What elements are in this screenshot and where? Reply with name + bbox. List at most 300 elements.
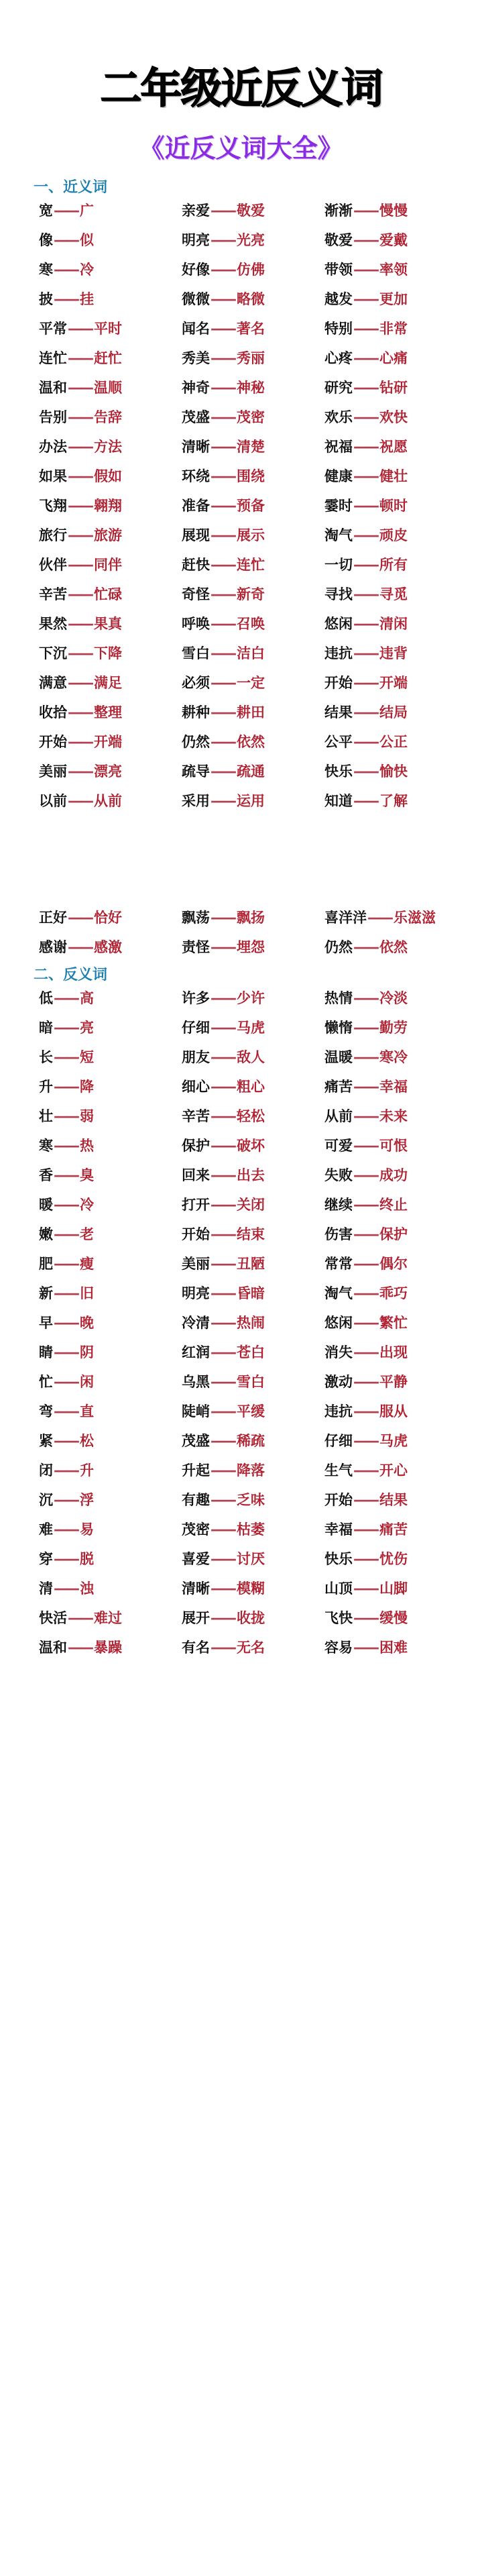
word-first: 香	[39, 1167, 53, 1183]
word-second: 顽皮	[379, 527, 408, 543]
dash-separator: ——	[210, 1462, 235, 1479]
word-pair	[182, 1456, 324, 1485]
dash-separator: ——	[353, 990, 377, 1006]
word-first: 采用	[182, 793, 210, 809]
word-first: 暖	[39, 1197, 53, 1213]
dash-separator: ——	[54, 1551, 78, 1567]
word-pair	[182, 727, 324, 757]
word-pair	[39, 1367, 182, 1397]
word-second: 爱戴	[379, 232, 408, 248]
dash-separator: ——	[54, 1344, 78, 1360]
dash-separator: ——	[353, 1433, 377, 1449]
word-first: 仍然	[324, 939, 353, 955]
word-second: 短	[80, 1049, 94, 1065]
dash-separator: ——	[210, 439, 235, 455]
word-second: 保护	[379, 1226, 408, 1242]
word-pair	[182, 1544, 324, 1574]
dash-separator: ——	[353, 1521, 377, 1538]
word-pair-row	[39, 698, 468, 727]
word-pair	[324, 402, 467, 432]
word-first: 知道	[324, 793, 353, 809]
word-first: 飞翔	[39, 498, 67, 514]
word-pair-row	[39, 1456, 468, 1485]
word-first: 敬爱	[324, 232, 353, 248]
dash-separator: ——	[353, 1079, 377, 1095]
word-second: 一定	[237, 675, 265, 691]
word-pair	[324, 432, 467, 462]
word-first: 告别	[39, 409, 67, 425]
word-pair	[182, 1338, 324, 1367]
word-pair-row	[39, 1220, 468, 1249]
word-second: 服从	[379, 1403, 408, 1419]
word-first: 展开	[182, 1610, 210, 1626]
word-pair	[324, 1367, 467, 1397]
dash-separator: ——	[353, 1462, 377, 1479]
dash-separator: ——	[210, 1108, 235, 1124]
word-second: 直	[80, 1403, 94, 1419]
word-first: 疏导	[182, 763, 210, 780]
word-first: 寻找	[324, 586, 353, 602]
dash-separator: ——	[210, 1580, 235, 1597]
dash-separator: ——	[210, 557, 235, 573]
word-pair	[182, 698, 324, 727]
dash-separator: ——	[68, 350, 92, 366]
word-pair	[182, 1279, 324, 1308]
dash-separator: ——	[353, 586, 377, 602]
word-second: 可恨	[379, 1138, 408, 1154]
word-first: 打开	[182, 1197, 210, 1213]
word-pair-row	[39, 932, 468, 962]
word-first: 收拾	[39, 704, 67, 720]
dash-separator: ——	[353, 645, 377, 661]
word-pair	[182, 314, 324, 343]
word-pair	[39, 1397, 182, 1426]
word-first: 寒	[39, 1138, 53, 1154]
word-pair-row	[39, 343, 468, 373]
dash-separator: ——	[210, 675, 235, 691]
word-second: 臭	[80, 1167, 94, 1183]
word-first: 乌黑	[182, 1374, 210, 1390]
word-pair	[182, 1102, 324, 1131]
word-pair	[324, 1338, 467, 1367]
word-second: 粗心	[237, 1079, 265, 1095]
page-subtitle: 《近反义词大全》	[139, 133, 343, 163]
word-pair	[39, 1131, 182, 1161]
word-pair	[39, 609, 182, 639]
word-pair	[324, 343, 467, 373]
word-second: 欢快	[379, 409, 408, 425]
section-heading-synonyms: 一、近义词	[34, 179, 108, 196]
dash-separator: ——	[68, 321, 92, 337]
word-pair	[324, 196, 467, 225]
word-first: 以前	[39, 793, 67, 809]
dash-separator: ——	[210, 1138, 235, 1154]
dash-separator: ——	[353, 468, 377, 484]
dash-separator: ——	[54, 1521, 78, 1538]
word-second: 浊	[80, 1580, 94, 1597]
word-first: 耕种	[182, 704, 210, 720]
word-pair	[39, 639, 182, 668]
word-first: 升	[39, 1079, 53, 1095]
dash-separator: ——	[367, 910, 391, 926]
dash-separator: ——	[210, 1020, 235, 1036]
dash-separator: ——	[210, 793, 235, 809]
word-first: 朋友	[182, 1049, 210, 1065]
word-second: 更加	[379, 291, 408, 307]
word-second: 热	[80, 1138, 94, 1154]
dash-separator: ——	[210, 409, 235, 425]
word-second: 同伴	[94, 557, 122, 573]
word-second: 出现	[379, 1344, 408, 1360]
word-first: 长	[39, 1049, 53, 1065]
word-second: 浮	[80, 1492, 94, 1508]
word-second: 从前	[94, 793, 122, 809]
word-pair	[39, 698, 182, 727]
word-pair	[39, 1574, 182, 1603]
word-pair	[39, 1308, 182, 1338]
word-first: 明亮	[182, 1285, 210, 1301]
word-pair	[324, 1220, 467, 1249]
dash-separator: ——	[210, 380, 235, 396]
word-first: 紧	[39, 1433, 53, 1449]
word-pair	[324, 550, 467, 580]
word-pair	[39, 373, 182, 402]
dash-separator: ——	[54, 1108, 78, 1124]
word-pair	[324, 786, 467, 816]
word-first: 特别	[324, 321, 353, 337]
word-pair	[182, 1397, 324, 1426]
word-first: 渐渐	[324, 203, 353, 219]
word-pair	[182, 903, 324, 932]
word-second: 寻觅	[379, 586, 408, 602]
word-first: 伤害	[324, 1226, 353, 1242]
word-pair-row	[39, 432, 468, 462]
word-first: 喜洋洋	[324, 910, 367, 926]
word-first: 美丽	[182, 1256, 210, 1272]
word-pair	[39, 1633, 182, 1662]
word-first: 环绕	[182, 468, 210, 484]
dash-separator: ——	[54, 1433, 78, 1449]
word-second: 挂	[80, 291, 94, 307]
dash-separator: ——	[353, 1315, 377, 1331]
word-pair-row	[39, 1426, 468, 1456]
dash-separator: ——	[353, 1256, 377, 1272]
word-pair	[39, 1190, 182, 1220]
word-first: 难	[39, 1521, 53, 1538]
dash-separator: ——	[353, 262, 377, 278]
dash-separator: ——	[210, 468, 235, 484]
word-first: 研究	[324, 380, 353, 396]
word-pair	[324, 1249, 467, 1279]
word-pair	[39, 580, 182, 609]
dash-separator: ——	[353, 1580, 377, 1597]
dash-separator: ——	[210, 990, 235, 1006]
word-first: 冷清	[182, 1315, 210, 1331]
dash-separator: ——	[54, 1138, 78, 1154]
dash-separator: ——	[68, 939, 92, 955]
word-pair	[324, 1456, 467, 1485]
word-pair	[182, 432, 324, 462]
word-second: 依然	[237, 734, 265, 750]
word-second: 平时	[94, 321, 122, 337]
word-second: 敬爱	[237, 203, 265, 219]
word-second: 开端	[379, 675, 408, 691]
word-second: 漂亮	[94, 763, 122, 780]
word-first: 懒惰	[324, 1020, 353, 1036]
word-second: 易	[80, 1521, 94, 1538]
word-first: 消失	[324, 1344, 353, 1360]
dash-separator: ——	[68, 586, 92, 602]
word-second: 告辞	[94, 409, 122, 425]
word-second: 率领	[379, 262, 408, 278]
word-first: 违抗	[324, 645, 353, 661]
word-pair	[182, 550, 324, 580]
word-first: 穿	[39, 1551, 53, 1567]
dash-separator: ——	[210, 939, 235, 955]
word-pair-row	[39, 786, 468, 816]
word-pair	[324, 373, 467, 402]
word-second: 昏暗	[237, 1285, 265, 1301]
word-pair	[182, 1013, 324, 1042]
dash-separator: ——	[54, 1256, 78, 1272]
word-second: 略微	[237, 291, 265, 307]
word-second: 旅游	[94, 527, 122, 543]
word-second: 愉快	[379, 763, 408, 780]
word-first: 欢乐	[324, 409, 353, 425]
dash-separator: ——	[68, 910, 92, 926]
word-first: 感谢	[39, 939, 67, 955]
word-pair	[324, 1072, 467, 1102]
word-pair	[39, 932, 182, 962]
word-first: 连忙	[39, 350, 67, 366]
dash-separator: ——	[353, 1197, 377, 1213]
word-second: 高	[80, 990, 94, 1006]
word-pair	[39, 521, 182, 550]
dash-separator: ——	[210, 763, 235, 780]
dash-separator: ——	[210, 1197, 235, 1213]
word-first: 越发	[324, 291, 353, 307]
word-pair	[182, 284, 324, 314]
word-second: 枯萎	[237, 1521, 265, 1538]
word-first: 宽	[39, 203, 53, 219]
word-pair	[182, 580, 324, 609]
section-heading-antonyms: 二、反义词	[34, 967, 108, 983]
word-pair-row	[39, 1102, 468, 1131]
word-pair	[324, 1544, 467, 1574]
word-pair	[39, 1603, 182, 1633]
dash-separator: ——	[54, 1285, 78, 1301]
dash-separator: ——	[68, 1640, 92, 1656]
word-pair	[182, 255, 324, 284]
word-second: 了解	[379, 793, 408, 809]
word-first: 细心	[182, 1079, 210, 1095]
word-first: 快活	[39, 1610, 67, 1626]
word-first: 开始	[39, 734, 67, 750]
dash-separator: ——	[68, 498, 92, 514]
word-pair	[324, 1190, 467, 1220]
dash-separator: ——	[68, 380, 92, 396]
word-first: 闻名	[182, 321, 210, 337]
word-pair	[182, 932, 324, 962]
word-pair	[39, 903, 182, 932]
dash-separator: ——	[54, 1462, 78, 1479]
word-second: 赶忙	[94, 350, 122, 366]
word-first: 有名	[182, 1640, 210, 1656]
dash-separator: ——	[210, 1403, 235, 1419]
word-pair-row	[39, 757, 468, 786]
word-second: 乖巧	[379, 1285, 408, 1301]
word-pair	[182, 1161, 324, 1190]
word-pair-row	[39, 196, 468, 225]
word-first: 美丽	[39, 763, 67, 780]
word-first: 忙	[39, 1374, 53, 1390]
word-first: 红润	[182, 1344, 210, 1360]
dash-separator: ——	[353, 1374, 377, 1390]
word-second: 仿佛	[237, 262, 265, 278]
word-first: 准备	[182, 498, 210, 514]
word-pair	[182, 1426, 324, 1456]
dash-separator: ——	[54, 1403, 78, 1419]
dash-separator: ——	[210, 1079, 235, 1095]
word-first: 清晰	[182, 439, 210, 455]
word-pair	[39, 462, 182, 491]
word-pair-row	[39, 580, 468, 609]
dash-separator: ——	[54, 232, 78, 248]
word-pair-row	[39, 727, 468, 757]
word-pair	[324, 1161, 467, 1190]
word-second: 结局	[379, 704, 408, 720]
word-first: 办法	[39, 439, 67, 455]
word-second: 难过	[94, 1610, 122, 1626]
word-first: 飞快	[324, 1610, 353, 1626]
word-pair	[39, 1338, 182, 1367]
word-pair	[182, 1367, 324, 1397]
dash-separator: ——	[210, 1521, 235, 1538]
dash-separator: ——	[210, 262, 235, 278]
word-second: 阴	[80, 1344, 94, 1360]
word-second: 清闲	[379, 616, 408, 632]
word-first: 肥	[39, 1256, 53, 1272]
word-second: 慢慢	[379, 203, 408, 219]
word-second: 晚	[80, 1315, 94, 1331]
dash-separator: ——	[353, 380, 377, 396]
word-second: 降	[80, 1079, 94, 1095]
dash-separator: ——	[54, 1374, 78, 1390]
synonym-grid-extra	[39, 903, 468, 962]
word-second: 似	[80, 232, 94, 248]
word-second: 模糊	[237, 1580, 265, 1597]
word-first: 山顶	[324, 1580, 353, 1597]
word-first: 仔细	[182, 1020, 210, 1036]
dash-separator: ——	[210, 910, 235, 926]
word-pair	[182, 1603, 324, 1633]
dash-separator: ——	[210, 1167, 235, 1183]
dash-separator: ——	[353, 1610, 377, 1626]
word-first: 开始	[324, 1492, 353, 1508]
word-first: 喜爱	[182, 1551, 210, 1567]
word-second: 疏通	[237, 763, 265, 780]
word-pair	[324, 1603, 467, 1633]
word-first: 可爱	[324, 1138, 353, 1154]
word-second: 未来	[379, 1108, 408, 1124]
dash-separator: ——	[353, 439, 377, 455]
word-second: 勤劳	[379, 1020, 408, 1036]
word-second: 神秘	[237, 380, 265, 396]
word-second: 讨厌	[237, 1551, 265, 1567]
word-first: 公平	[324, 734, 353, 750]
word-second: 幸福	[379, 1079, 408, 1095]
dash-separator: ——	[68, 675, 92, 691]
word-first: 如果	[39, 468, 67, 484]
word-pair	[39, 1249, 182, 1279]
word-pair	[182, 196, 324, 225]
word-pair	[324, 609, 467, 639]
word-first: 责怪	[182, 939, 210, 955]
word-pair	[182, 786, 324, 816]
word-first: 悠闲	[324, 616, 353, 632]
dash-separator: ——	[68, 704, 92, 720]
word-pair	[39, 432, 182, 462]
word-pair	[324, 932, 467, 962]
dash-separator: ——	[210, 1344, 235, 1360]
word-second: 破坏	[237, 1138, 265, 1154]
word-pair	[39, 196, 182, 225]
dash-separator: ——	[210, 616, 235, 632]
dash-separator: ——	[210, 1226, 235, 1242]
word-first: 辛苦	[182, 1108, 210, 1124]
word-first: 微微	[182, 291, 210, 307]
word-pair	[39, 1456, 182, 1485]
word-pair-row	[39, 1279, 468, 1308]
word-first: 有趣	[182, 1492, 210, 1508]
word-first: 秀美	[182, 350, 210, 366]
word-pair	[39, 1042, 182, 1072]
word-second: 温顺	[94, 380, 122, 396]
word-second: 违背	[379, 645, 408, 661]
dash-separator: ——	[54, 1079, 78, 1095]
dash-separator: ——	[353, 350, 377, 366]
word-pair-row	[39, 255, 468, 284]
word-pair-row	[39, 609, 468, 639]
dash-separator: ——	[68, 439, 92, 455]
word-pair	[182, 225, 324, 255]
dash-separator: ——	[353, 675, 377, 691]
word-first: 健康	[324, 468, 353, 484]
word-second: 丑陋	[237, 1256, 265, 1272]
word-first: 温和	[39, 1640, 67, 1656]
word-second: 围绕	[237, 468, 265, 484]
word-first: 温暖	[324, 1049, 353, 1065]
word-second: 痛苦	[379, 1521, 408, 1538]
word-second: 少许	[237, 990, 265, 1006]
word-pair	[182, 1072, 324, 1102]
word-second: 平缓	[237, 1403, 265, 1419]
word-second: 老	[80, 1226, 94, 1242]
word-second: 忙碌	[94, 586, 122, 602]
word-second: 降落	[237, 1462, 265, 1479]
word-second: 轻松	[237, 1108, 265, 1124]
word-second: 升	[80, 1462, 94, 1479]
word-first: 幸福	[324, 1521, 353, 1538]
dash-separator: ——	[353, 1138, 377, 1154]
dash-separator: ——	[353, 1167, 377, 1183]
dash-separator: ——	[210, 1049, 235, 1065]
word-first: 满意	[39, 675, 67, 691]
dash-separator: ——	[54, 990, 78, 1006]
page-title: 二年级近反义词	[100, 64, 382, 113]
word-first: 寒	[39, 262, 53, 278]
word-first: 新	[39, 1285, 53, 1301]
